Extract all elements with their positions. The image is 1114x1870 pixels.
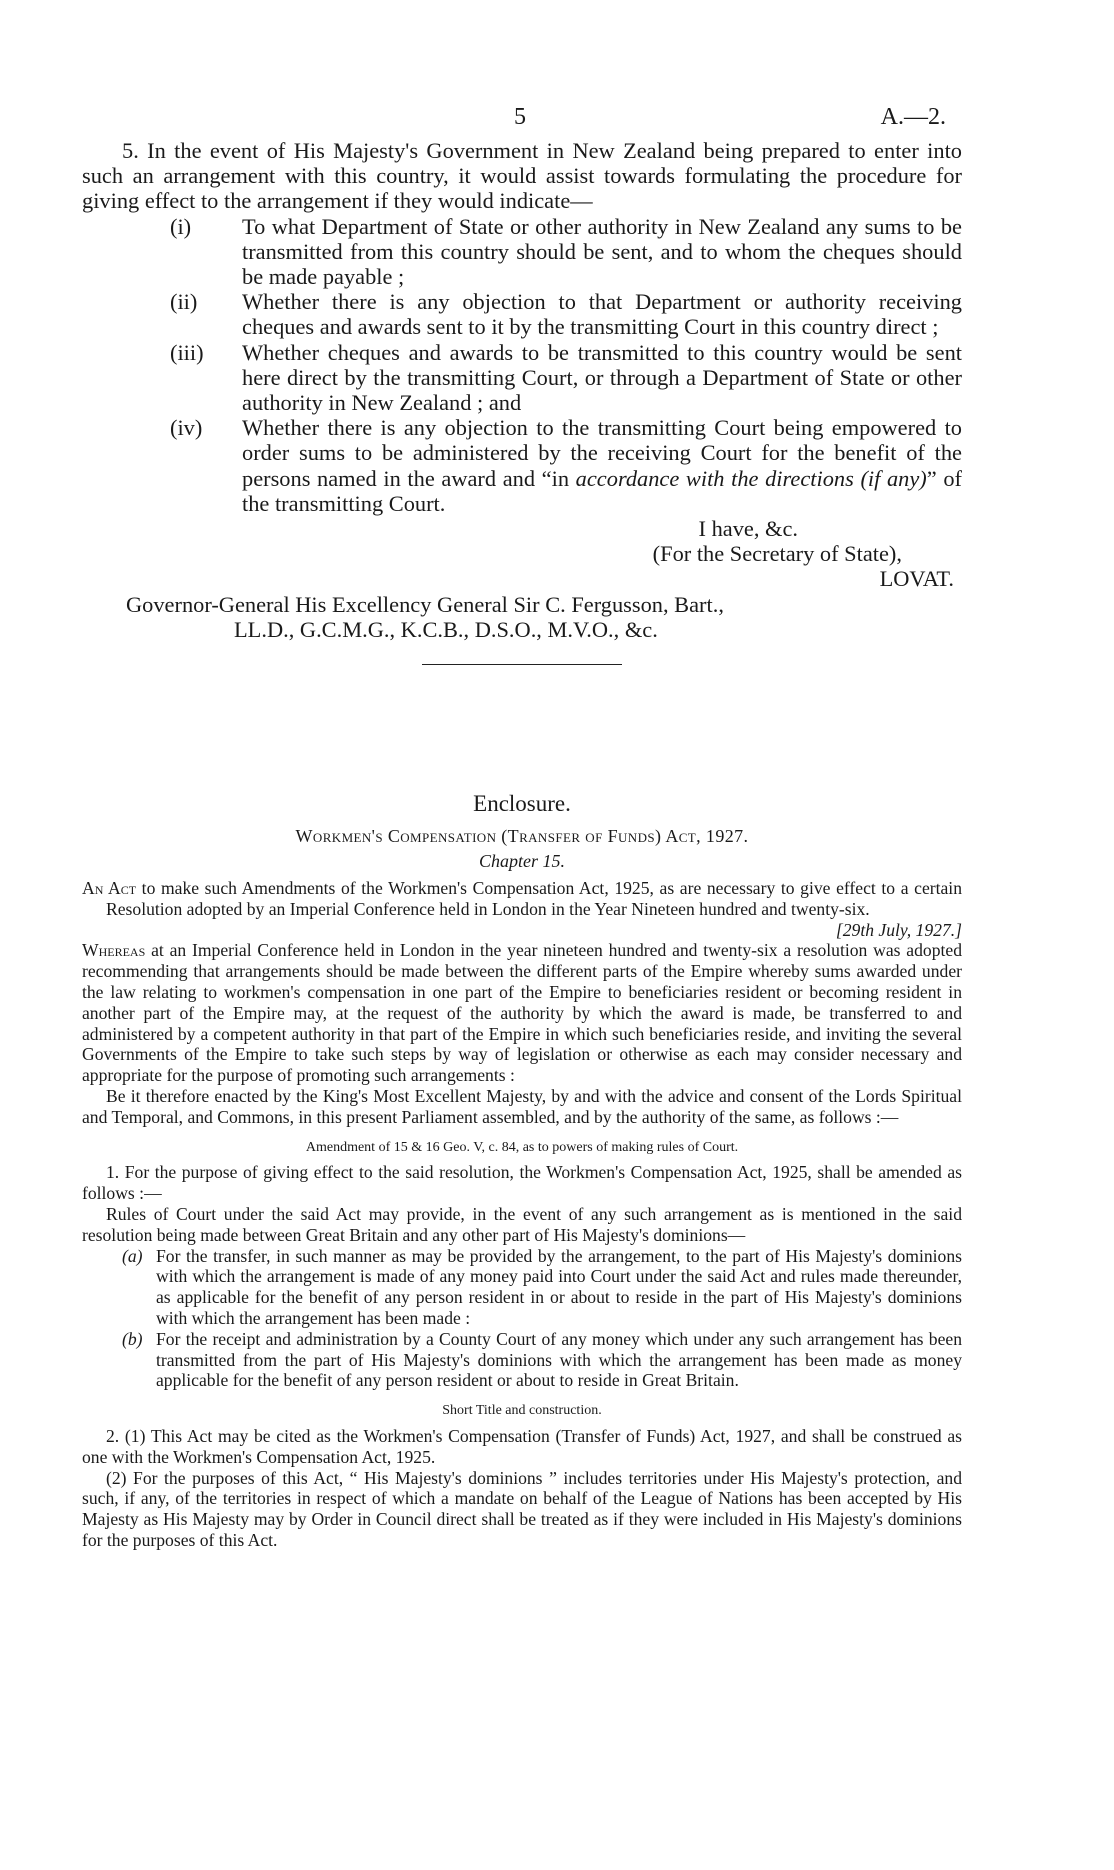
long-title	[82, 878, 962, 940]
closing-block	[82, 516, 962, 592]
list-item-text: For the transfer, in such manner as may be provided by the arrangement, to the part of His Majesty's dominions with which the arrangement is made of any money paid into Court under the said Act and rules made thereunder, as applicable for the benefit of any person resident in or about to reside in the part of His Majesty's dominions with which the arrangement has been made :	[156, 1245, 962, 1328]
list-item	[170, 289, 962, 339]
act-date: [29th July, 1927.]	[835, 919, 962, 940]
enclosure-section	[82, 790, 962, 1551]
list-item	[170, 214, 962, 290]
marginal-note: Amendment of 15 & 16 Geo. V, c. 84, as to powers of making rules of Court.	[305, 1139, 739, 1155]
preamble	[82, 940, 962, 1086]
page-number: 5	[514, 104, 526, 130]
marginal-note: Short Title and construction.	[442, 1403, 602, 1419]
closing-signatory-role: (For the Secretary of State),	[652, 541, 902, 567]
long-title-text: to make such Amendments of the Workmen's Compensation Act, 1925, as are necessary to give effect to a certain Resolution adopted by an Imperial Conference held in London in the Year Nineteen hundred and twenty-six.	[106, 878, 962, 919]
list-item	[122, 1246, 962, 1329]
list-item-number: (iv)	[170, 415, 203, 441]
closing-salutation: I have, &c.	[698, 516, 798, 542]
list-item	[122, 1329, 962, 1391]
chapter-label: Chapter 15.	[478, 851, 565, 871]
list-item	[170, 340, 962, 416]
list-item-text: Whether there is any objection to that Department or authority receiving cheques and awards sent to it by the transmitting Court in this country direct ;	[242, 289, 962, 340]
list-item-text: Whether cheques and awards to be transmitted to this country would be sent here direct by the transmitting Court, or through a Department of State or other authority in New Zealand ; and	[242, 339, 962, 416]
section-1-rules: Rules of Court under the said Act may provide, in the event of any such arrangement as is mentioned in the said resolution being made between Great Britain and any other part of His Majesty's dominions—	[82, 1203, 962, 1245]
list-item-number: (ii)	[170, 289, 198, 315]
section-2-1: 2. (1) This Act may be cited as the Workmen's Compensation (Transfer of Funds) Act, 1927, and shall be construed as one with the Workmen's Compensation Act, 1925.	[82, 1425, 962, 1467]
paragraph-5: 5. In the event of His Majesty's Government in New Zealand being prepared to enter into such an arrangement with this country, it would assist towards formulating the procedure for giving effect to the arrangement if they would indicate—	[82, 138, 962, 214]
list-item-number: (i)	[170, 213, 192, 239]
letter-body	[82, 138, 962, 665]
list-item-text: To what Department of State or other authority in New Zealand any sums to be transmitted from this country should be sent, and to whom the cheques should be made payable ;	[242, 213, 962, 290]
section-2-2: (2) For the purposes of this Act, “ His Majesty's dominions ” includes territories under His Majesty's protection, and such, if any, of the territories in respect of which a mandate on behalf of the League of Nations has been accepted by His Majesty as His Majesty may by Order in Council direct shall be treated as if they were included in His Majesty's dominions for the purposes of this Act.	[82, 1467, 962, 1550]
section-divider	[422, 664, 622, 665]
list-item-number: (a)	[122, 1245, 143, 1266]
addressee-line-2: LL.D., G.C.M.G., K.C.B., D.S.O., M.V.O., &c.	[234, 616, 658, 642]
list-item-text-part: ” of the transmitting Court.	[242, 465, 963, 516]
list-item-number: (b)	[122, 1328, 143, 1349]
addressee-line-1: Governor-General His Excellency General Sir C. Fergusson, Bart.,	[126, 591, 724, 617]
list-item-number: (iii)	[170, 339, 204, 365]
closing-signature: LOVAT.	[879, 566, 954, 592]
list-item	[170, 415, 962, 516]
enclosure-title: Enclosure.	[473, 791, 571, 816]
long-title-lead: An Act	[82, 878, 137, 898]
preamble-lead: Whereas	[82, 940, 146, 961]
preamble-text: at an Imperial Conference held in London in the year nineteen hundred and twenty-six a resolution was adopted recommending that arrangements should be made between the different parts of the Empire whereby sums awarded under the law relating to workmen's compensation in one part of the Empire to beneficiaries resident or becoming resident in another part of the Empire may, at the request of the authority by which the award is made, be transferred to and administered by a competent authority in that part of the Empire in which such beneficiaries reside, and inviting the several Governments of the Empire to take such steps by way of legislation or otherwise as each may consider necessary and appropriate for the purpose of promoting such arrangements :	[82, 940, 962, 1086]
enacting-clause: Be it therefore enacted by the King's Most Excellent Majesty, by and with the advice and consent of the Lords Spiritual and Temporal, and Commons, in this present Parliament assembled, and by the authority of the same, as follows :—	[82, 1085, 962, 1127]
list-item-italic-text: accordance with the directions (if any)	[575, 465, 927, 491]
list-item-text: For the receipt and administration by a County Court of any money which under any such arrangement has been transmitted from the part of His Majesty's dominions with which the arrangement has been made as money applicable for the benefit of any person resident or about to reside in Great Britain.	[156, 1328, 962, 1391]
section-1: 1. For the purpose of giving effect to the said resolution, the Workmen's Compensation Act, 1925, shall be amended as follows :—	[82, 1162, 962, 1204]
act-title: Workmen's Compensation (Transfer of Funds) Act, 1927.	[295, 826, 749, 846]
act-body	[82, 878, 962, 1551]
document-reference: A.—2.	[880, 104, 946, 130]
list-item-text-part: Whether there is any objection to the transmitting Court being empowered to order sums to be administered by the receiving Court for the benefit of the persons named in the award and “in	[242, 415, 962, 491]
